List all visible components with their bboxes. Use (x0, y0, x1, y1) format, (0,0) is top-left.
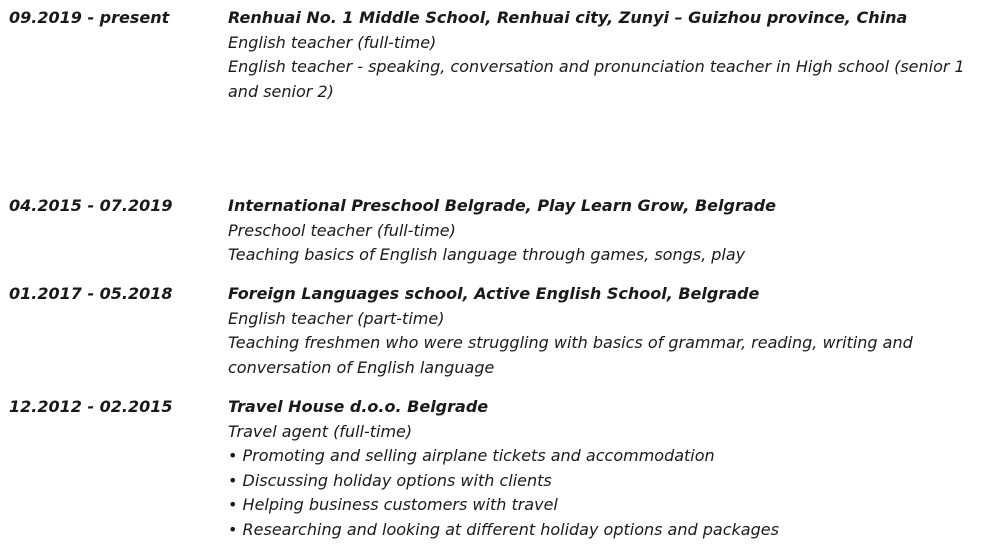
entry-organization: Renhuai No. 1 Middle School, Renhuai city, Zunyi – Guizhou province, China (228, 8, 908, 27)
responsibility-item: • Promoting and selling airplane tickets and accommodation (228, 444, 988, 469)
entry-organization: Travel House d.o.o. Belgrade (228, 397, 489, 416)
responsibilities-list (228, 444, 988, 542)
entry-organization: Foreign Languages school, Active English School, Belgrade (228, 284, 760, 303)
entry-dates: 09.2019 - present (9, 8, 170, 27)
entry-role: Travel agent (full-time) (228, 421, 413, 441)
entry-description: Teaching basics of English language through games, songs, play (228, 245, 746, 264)
entry-details (228, 194, 988, 268)
entry-details (228, 395, 988, 542)
entry-details (228, 282, 988, 380)
entry-description: English teacher - speaking, conversation and pronunciation teacher in High school (senior 1 and senior 2) (228, 57, 965, 101)
entry-organization: International Preschool Belgrade, Play Learn Grow, Belgrade (228, 196, 776, 215)
entry-role: Preschool teacher (full-time) (228, 220, 456, 240)
entry-description: Teaching freshmen who were struggling with basics of grammar, reading, writing and conversation of English language (228, 333, 913, 377)
responsibility-item: • Discussing holiday options with clients (228, 469, 988, 494)
entry-dates: 01.2017 - 05.2018 (9, 284, 173, 303)
entry-dates: 04.2015 - 07.2019 (9, 196, 173, 215)
entry-dates: 12.2012 - 02.2015 (9, 397, 173, 416)
entry-details (228, 6, 988, 104)
entry-role: English teacher (full-time) (228, 32, 437, 52)
responsibility-item: • Helping business customers with travel (228, 493, 988, 518)
entry-role: English teacher (part-time) (228, 308, 445, 328)
responsibility-item: • Researching and looking at different holiday options and packages (228, 518, 988, 543)
